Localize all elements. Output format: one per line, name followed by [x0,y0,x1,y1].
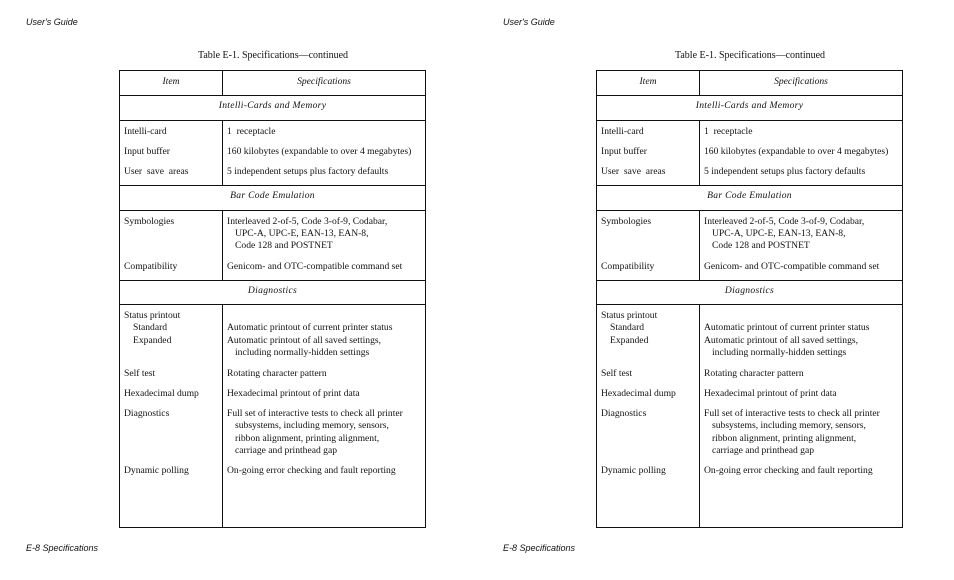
spec-self-test: Rotating character pattern [227,368,327,379]
item-intelli-card: Intelli-card [601,126,644,137]
spec-symbologies-line: UPC-A, UPC-E, EAN-13, EAN-8, [712,228,846,239]
spec-symbologies-line: Code 128 and POSTNET [712,240,810,251]
item-input-buffer: Input buffer [124,146,170,157]
spec-symbologies-line: Interleaved 2-of-5, Code 3-of-9, Codabar, [704,216,865,227]
spec-diagnostics-line: Full set of interactive tests to check all printer [704,408,880,419]
spec-symbologies-line: UPC-A, UPC-E, EAN-13, EAN-8, [235,228,369,239]
item-dynamic-polling: Dynamic polling [601,465,666,476]
col-header-item: Item [639,76,657,87]
table-caption: Table E-1. Specifications—continued [197,50,349,61]
item-status-expanded: Expanded [133,335,172,346]
item-self-test: Self test [124,368,156,379]
item-user-save-areas: User save areas [124,166,189,177]
item-status-expanded: Expanded [610,335,649,346]
divider [120,280,425,281]
spec-diagnostics-line: subsystems, including memory, sensors, [712,420,866,431]
item-symbologies: Symbologies [601,216,652,227]
spec-diagnostics-line: carriage and printhead gap [235,445,338,456]
running-footer: E-8 Specifications [503,543,576,553]
spec-diagnostics-line: ribbon alignment, printing alignment, [712,433,857,444]
col-header-spec: Specifications [297,76,351,87]
item-intelli-card: Intelli-card [124,126,167,137]
item-status-printout: Status printout [124,310,181,321]
spec-status-standard: Automatic printout of current printer status [227,322,393,333]
column-divider [222,120,223,185]
divider [120,210,425,211]
item-user-save-areas: User save areas [601,166,666,177]
spec-hex-dump: Hexadecimal printout of print data [704,388,837,399]
item-diagnostics: Diagnostics [601,408,647,419]
running-footer: E-8 Specifications [26,543,99,553]
spec-input-buffer: 160 kilobytes (expandable to over 4 megabytes) [227,146,412,157]
item-hex-dump: Hexadecimal dump [124,388,199,399]
spec-status-expanded-line: Automatic printout of all saved settings, [704,335,859,346]
divider [120,95,425,96]
spec-intelli-card: 1 receptacle [704,126,753,137]
section-bar-code: Bar Code Emulation [230,190,315,201]
item-dynamic-polling: Dynamic polling [124,465,189,476]
spec-symbologies-line: Interleaved 2-of-5, Code 3-of-9, Codabar, [227,216,388,227]
column-divider [222,71,223,95]
item-compatibility: Compatibility [124,261,178,272]
item-input-buffer: Input buffer [601,146,647,157]
spec-user-save-areas: 5 independent setups plus factory defaults [704,166,866,177]
running-header: User's Guide [26,17,78,27]
col-header-item: Item [162,76,180,87]
section-diagnostics: Diagnostics [247,285,298,296]
section-diagnostics: Diagnostics [724,285,775,296]
spec-diagnostics-line: Full set of interactive tests to check all printer [227,408,403,419]
item-status-standard: Standard [610,322,645,333]
divider [597,280,902,281]
section-intelli-cards: Intelli-Cards and Memory [218,100,327,111]
divider [597,120,902,121]
spec-status-expanded-line: Automatic printout of all saved settings, [227,335,382,346]
spec-hex-dump: Hexadecimal printout of print data [227,388,360,399]
divider [120,185,425,186]
spec-self-test: Rotating character pattern [704,368,804,379]
item-hex-dump: Hexadecimal dump [601,388,676,399]
spec-input-buffer: 160 kilobytes (expandable to over 4 megabytes) [704,146,889,157]
spec-diagnostics-line: subsystems, including memory, sensors, [235,420,389,431]
column-divider [699,71,700,95]
table-caption: Table E-1. Specifications—continued [674,50,826,61]
spec-dynamic-polling: On-going error checking and fault reporting [704,465,873,476]
divider [597,304,902,305]
column-divider [699,304,700,527]
right-page [477,0,954,580]
spec-dynamic-polling: On-going error checking and fault reporting [227,465,396,476]
spec-status-expanded-line: including normally-hidden settings [712,347,847,358]
spec-table [596,70,903,528]
spec-intelli-card: 1 receptacle [227,126,276,137]
spec-symbologies-line: Code 128 and POSTNET [235,240,333,251]
column-divider [699,210,700,280]
item-diagnostics: Diagnostics [124,408,170,419]
running-header: User's Guide [503,17,555,27]
column-divider [222,210,223,280]
divider [597,185,902,186]
spec-diagnostics-line: ribbon alignment, printing alignment, [235,433,380,444]
divider [120,120,425,121]
column-divider [699,120,700,185]
spec-status-expanded-line: including normally-hidden settings [235,347,370,358]
spec-status-standard: Automatic printout of current printer status [704,322,870,333]
spec-compatibility: Genicom- and OTC-compatible command set [704,261,880,272]
col-header-spec: Specifications [774,76,828,87]
item-symbologies: Symbologies [124,216,175,227]
spec-compatibility: Genicom- and OTC-compatible command set [227,261,403,272]
section-bar-code: Bar Code Emulation [707,190,792,201]
spec-diagnostics-line: carriage and printhead gap [712,445,815,456]
column-divider [222,304,223,527]
item-status-printout: Status printout [601,310,658,321]
divider [120,304,425,305]
spec-user-save-areas: 5 independent setups plus factory defaults [227,166,389,177]
divider [597,95,902,96]
divider [597,210,902,211]
item-compatibility: Compatibility [601,261,655,272]
item-self-test: Self test [601,368,633,379]
spec-table [119,70,426,528]
section-intelli-cards: Intelli-Cards and Memory [695,100,804,111]
item-status-standard: Standard [133,322,168,333]
